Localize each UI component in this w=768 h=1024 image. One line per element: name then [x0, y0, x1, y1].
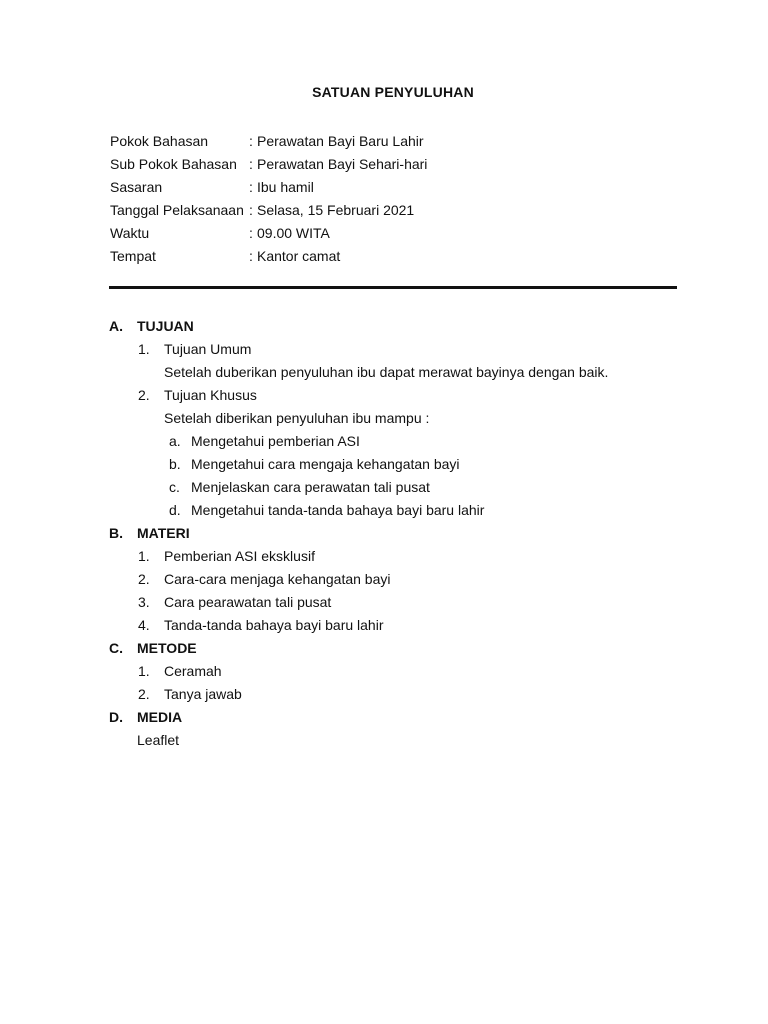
media-description: [109, 729, 709, 752]
info-value: Selasa, 15 Februari 2021: [257, 202, 415, 218]
item-number: 2.: [138, 387, 150, 403]
list-item: [109, 683, 709, 706]
item-text: Tanda-tanda bahaya bayi baru lahir: [164, 617, 384, 633]
sub-item-text: Mengetahui pemberian ASI: [191, 433, 360, 449]
item-description: [109, 407, 709, 430]
item-text: Cara pearawatan tali pusat: [164, 594, 332, 610]
section-heading-media: [109, 706, 709, 729]
sub-item-letter: a.: [169, 433, 181, 449]
sub-item-text: Menjelaskan cara perawatan tali pusat: [191, 479, 430, 495]
info-separator: :: [249, 133, 253, 149]
item-number: 2.: [138, 686, 150, 702]
info-table: [110, 130, 427, 268]
item-text: Cara-cara menjaga kehangatan bayi: [164, 571, 391, 587]
horizontal-divider: [109, 286, 677, 289]
item-number: 1.: [138, 548, 150, 564]
info-row-tanggal-pelaksanaan: [110, 199, 427, 222]
item-text: Tanya jawab: [164, 686, 242, 702]
info-row-pokok-bahasan: [110, 130, 427, 153]
section-title: TUJUAN: [137, 318, 194, 334]
list-item: [109, 614, 709, 637]
sub-item-letter: c.: [169, 479, 180, 495]
sub-item-letter: d.: [169, 502, 181, 518]
section-letter: D.: [109, 709, 123, 725]
sub-list-item: [109, 453, 709, 476]
info-label: Sasaran: [110, 179, 163, 195]
item-text: Tujuan Umum: [164, 341, 252, 357]
info-separator: :: [249, 156, 253, 172]
section-heading-materi: [109, 522, 709, 545]
info-value: Ibu hamil: [257, 179, 314, 195]
sub-list-item: [109, 476, 709, 499]
section-letter: C.: [109, 640, 123, 656]
info-separator: :: [249, 202, 253, 218]
info-separator: :: [249, 225, 253, 241]
item-description: [109, 361, 709, 384]
info-label: Tanggal Pelaksanaan: [110, 202, 244, 218]
info-row-sasaran: [110, 176, 427, 199]
info-value: Kantor camat: [257, 248, 341, 264]
list-item: [109, 660, 709, 683]
info-value: Perawatan Bayi Sehari-hari: [257, 156, 428, 172]
item-number: 3.: [138, 594, 150, 610]
list-item: [109, 591, 709, 614]
description-text: Setelah duberikan penyuluhan ibu dapat merawat bayinya dengan baik.: [164, 364, 609, 380]
section-title: MATERI: [137, 525, 190, 541]
list-item: [109, 338, 709, 361]
item-number: 2.: [138, 571, 150, 587]
sub-item-text: Mengetahui tanda-tanda bahaya bayi baru lahir: [191, 502, 485, 518]
item-number: 1.: [138, 663, 150, 679]
document-title: SATUAN PENYULUHAN: [312, 84, 474, 100]
document-body: [109, 315, 709, 752]
item-text: Tujuan Khusus: [164, 387, 257, 403]
info-row-waktu: [110, 222, 427, 245]
info-label: Pokok Bahasan: [110, 133, 209, 149]
item-text: Ceramah: [164, 663, 222, 679]
section-heading-metode: [109, 637, 709, 660]
section-letter: A.: [109, 318, 123, 334]
info-row-sub-pokok-bahasan: [110, 153, 427, 176]
media-text: Leaflet: [137, 732, 180, 748]
item-number: 4.: [138, 617, 150, 633]
list-item: [109, 545, 709, 568]
item-text: Pemberian ASI eksklusif: [164, 548, 315, 564]
info-separator: :: [249, 248, 253, 264]
info-value: Perawatan Bayi Baru Lahir: [257, 133, 424, 149]
list-item: [109, 384, 709, 407]
info-row-tempat: [110, 245, 427, 268]
info-separator: :: [249, 179, 253, 195]
section-title: METODE: [137, 640, 197, 656]
section-letter: B.: [109, 525, 123, 541]
info-value: 09.00 WITA: [257, 225, 330, 241]
info-label: Sub Pokok Bahasan: [110, 156, 237, 172]
info-label: Tempat: [110, 248, 156, 264]
sub-list-item: [109, 499, 709, 522]
sub-item-text: Mengetahui cara mengaja kehangatan bayi: [191, 456, 460, 472]
section-title: MEDIA: [137, 709, 183, 725]
info-label: Waktu: [110, 225, 150, 241]
sub-item-letter: b.: [169, 456, 181, 472]
list-item: [109, 568, 709, 591]
sub-list-item: [109, 430, 709, 453]
description-text: Setelah diberikan penyuluhan ibu mampu :: [164, 410, 430, 426]
section-heading-tujuan: [109, 315, 709, 338]
item-number: 1.: [138, 341, 150, 357]
